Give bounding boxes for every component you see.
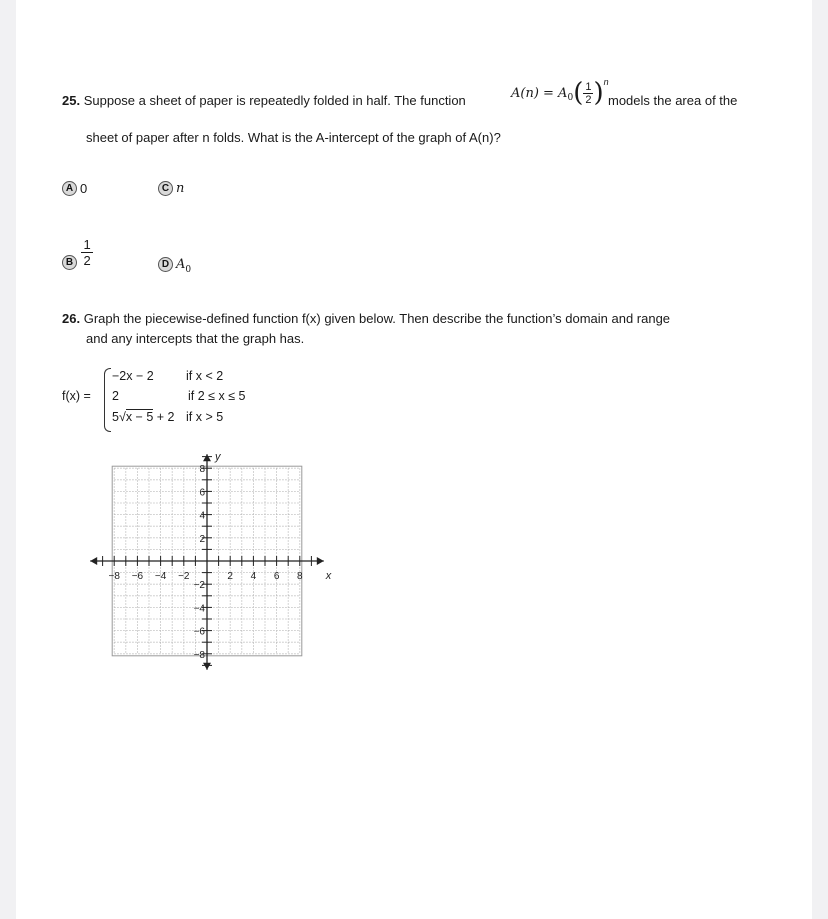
function-subscript: 0 — [567, 93, 574, 104]
choice-b-fraction: $\frac{1}{2}$ — [83, 237, 91, 268]
y-tick-label: 2 — [199, 533, 205, 545]
piece-3-expression: 5√x − 5 + 2 — [112, 410, 175, 424]
choice-d-bubble[interactable]: D — [158, 257, 173, 272]
x-tick-label: 6 — [273, 571, 280, 582]
question-25-after-function: models the area of the — [608, 93, 738, 108]
y-axis-arrow-down — [203, 663, 211, 670]
y-axis-label: y — [215, 451, 221, 464]
question-25-intro: Suppose a sheet of paper is repeatedly folded in half. The function — [83, 93, 466, 108]
piece-2-expression: 2 — [112, 389, 119, 403]
choice-c[interactable]: C n — [158, 180, 184, 198]
choice-b-bubble[interactable]: B — [62, 255, 77, 270]
question-26-number: 26. — [62, 311, 81, 326]
piece-1-condition: if x < 2 — [186, 369, 224, 383]
axis-tick-labels — [108, 451, 331, 661]
y-axis-arrow-up — [203, 454, 211, 461]
x-axis-arrow-left — [90, 557, 97, 565]
function-lhs: A(n) = A — [511, 86, 568, 102]
piece-3-condition: if x > 5 — [186, 410, 224, 424]
x-tick-label: −6 — [131, 571, 144, 582]
piece-1-expression: −2x − 2 — [112, 369, 154, 383]
function-fraction: $\frac{1}{2}$ — [585, 80, 592, 106]
choice-c-bubble[interactable]: C — [158, 181, 173, 196]
choice-a-bubble[interactable]: A — [62, 181, 77, 196]
choice-d[interactable]: D $A_0$ — [158, 256, 191, 275]
question-26-text: Graph the piecewise-defined function f(x) given below. Then describe the function’s domain and range — [83, 311, 671, 326]
y-tick-label: −8 — [193, 649, 205, 661]
x-tick-label: −2 — [178, 571, 190, 582]
question-26-line-2: and any intercepts that the graph has. — [86, 331, 305, 346]
y-tick-label: 4 — [199, 510, 205, 522]
y-tick-label: 8 — [199, 464, 205, 476]
question-25-function: $A(n) = A_0$( $\frac{1}{2}$ )$^n$ — [511, 77, 609, 108]
x-tick-label: 8 — [297, 571, 303, 582]
x-axis-label: x — [325, 570, 332, 582]
y-tick-label: 6 — [199, 487, 205, 499]
y-tick-label: −2 — [193, 580, 205, 592]
x-tick-label: 4 — [250, 571, 257, 582]
question-25-number: 25. — [62, 93, 81, 108]
x-tick-label: 2 — [227, 571, 233, 582]
axes — [90, 454, 324, 670]
function-exponent: n — [603, 77, 609, 88]
x-tick-label: −4 — [154, 571, 167, 582]
x-axis-arrow-right — [317, 557, 324, 565]
piecewise-label: f(x) = — [62, 389, 91, 403]
question-25-line-2: sheet of paper after n folds. What is the A-intercept of the graph of A(n)? — [86, 130, 501, 145]
piece-2-condition: if 2 ≤ x ≤ 5 — [188, 389, 246, 403]
y-tick-label: −6 — [193, 626, 205, 638]
choice-a[interactable]: A 0 — [62, 180, 87, 198]
x-tick-label: −8 — [108, 571, 120, 582]
y-tick-label: −4 — [193, 603, 205, 615]
